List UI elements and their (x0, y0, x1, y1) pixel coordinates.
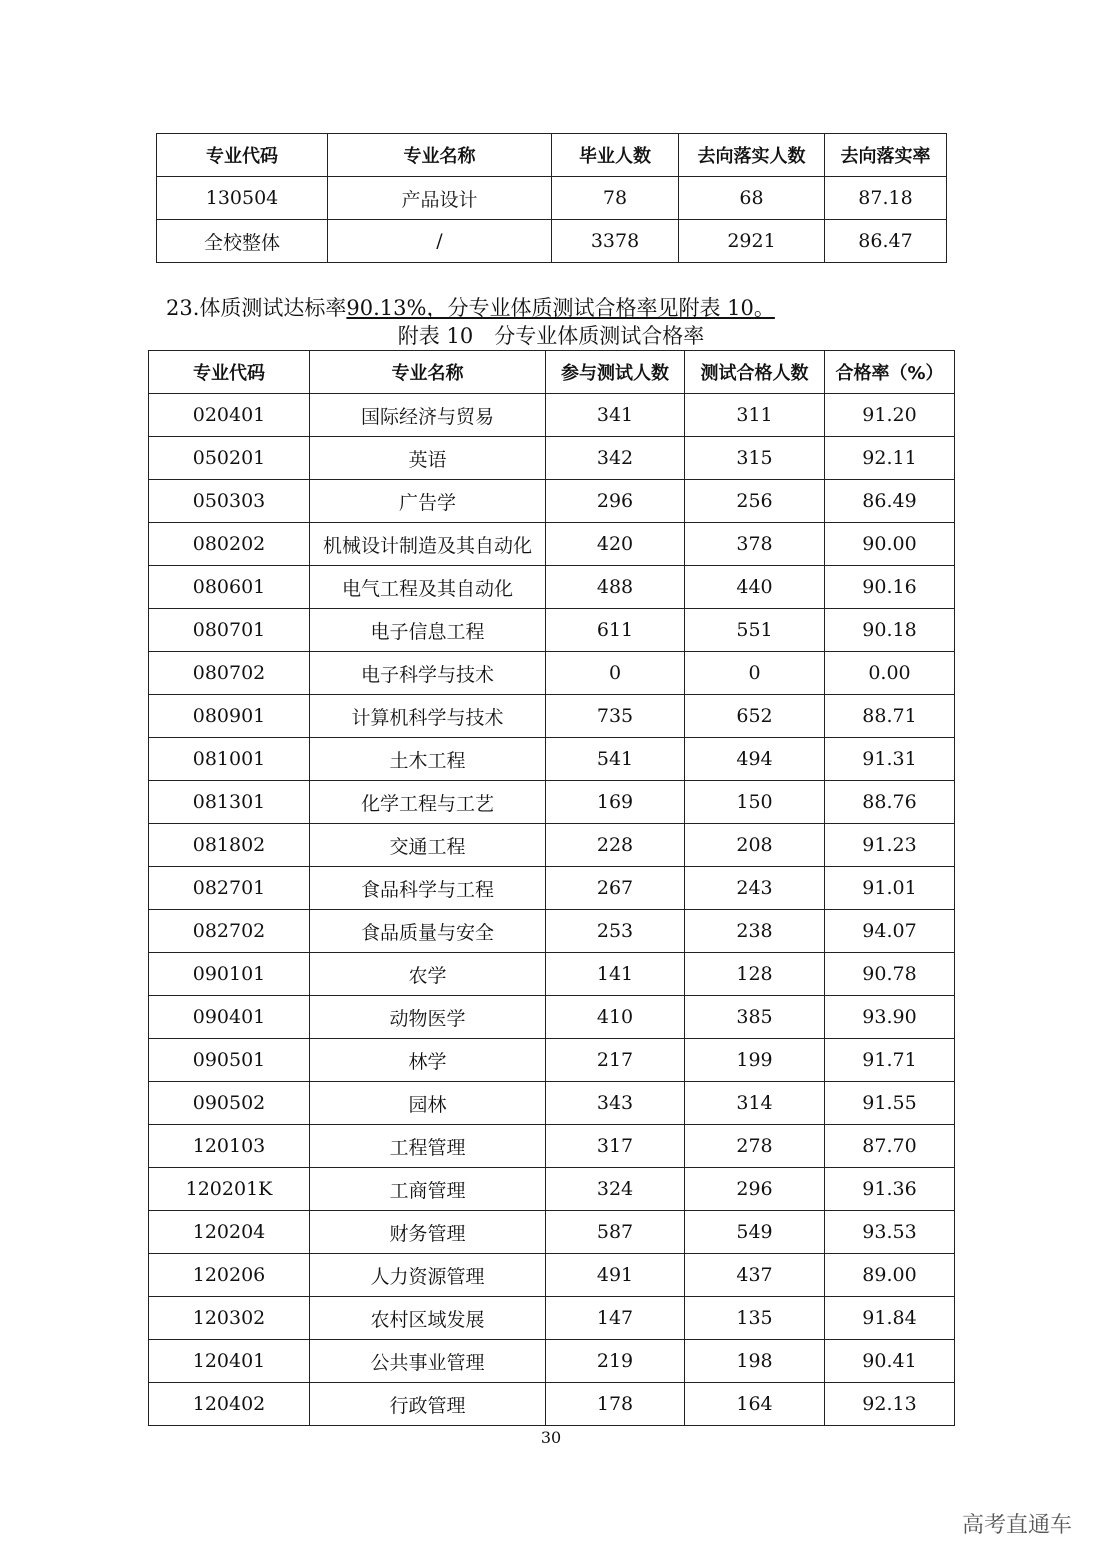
table-row (149, 652, 955, 695)
table-row (149, 1168, 955, 1211)
table-cell: 0.00 (825, 652, 955, 695)
table-cell: 产品设计 (328, 177, 552, 220)
table-cell: 440 (685, 566, 825, 609)
table-row (149, 480, 955, 523)
table-row (157, 177, 947, 220)
table-cell: 农学 (310, 953, 546, 996)
table-cell: 国际经济与贸易 (310, 394, 546, 437)
table-cell: 87.70 (825, 1125, 955, 1168)
watermark: 高考直通车 (961, 1513, 1072, 1538)
table-cell: 交通工程 (310, 824, 546, 867)
table-cell: 90.18 (825, 609, 955, 652)
table-cell: 120302 (149, 1297, 310, 1340)
table-cell: 090401 (149, 996, 310, 1039)
table-cell: 178 (546, 1383, 685, 1426)
table-cell: 91.23 (825, 824, 955, 867)
column-header: 专业代码 (149, 351, 310, 394)
table-cell: 91.55 (825, 1082, 955, 1125)
table-cell: 198 (685, 1340, 825, 1383)
table-cell: 电子科学与技术 (310, 652, 546, 695)
table-cell: 082701 (149, 867, 310, 910)
table-cell: 130504 (157, 177, 328, 220)
table-cell: 228 (546, 824, 685, 867)
table-cell: 0 (546, 652, 685, 695)
table-cell: 行政管理 (310, 1383, 546, 1426)
table-row (149, 1383, 955, 1426)
fitness-paragraph (166, 292, 775, 322)
column-header: 去向落实人数 (679, 134, 825, 177)
table-cell: 080202 (149, 523, 310, 566)
table-row (149, 738, 955, 781)
table-cell: 199 (685, 1039, 825, 1082)
table-cell: 587 (546, 1211, 685, 1254)
table-cell: 141 (546, 953, 685, 996)
table-cell: 090502 (149, 1082, 310, 1125)
graduate-destination-table (156, 133, 947, 263)
table-cell: 91.36 (825, 1168, 955, 1211)
table-cell: 341 (546, 394, 685, 437)
table-cell: 081001 (149, 738, 310, 781)
table-cell: 082702 (149, 910, 310, 953)
table-caption: 附表 10 分专业体质测试合格率 (397, 324, 705, 348)
table-cell: 317 (546, 1125, 685, 1168)
table-cell: 378 (685, 523, 825, 566)
table-cell: 120401 (149, 1340, 310, 1383)
table-row (149, 781, 955, 824)
table-cell: 208 (685, 824, 825, 867)
table-cell: 94.07 (825, 910, 955, 953)
table-cell: 090101 (149, 953, 310, 996)
table-cell: 92.13 (825, 1383, 955, 1426)
table-cell: 238 (685, 910, 825, 953)
table-cell: 342 (546, 437, 685, 480)
fitness-pass-rate-table (148, 350, 955, 1426)
table-row (149, 1297, 955, 1340)
table-row (149, 1340, 955, 1383)
column-header: 去向落实率 (825, 134, 947, 177)
table-row (149, 609, 955, 652)
table-cell: 120201K (149, 1168, 310, 1211)
column-header: 专业名称 (328, 134, 552, 177)
table-cell: 147 (546, 1297, 685, 1340)
table-cell: 90.00 (825, 523, 955, 566)
table-cell: 91.31 (825, 738, 955, 781)
table-cell: 296 (546, 480, 685, 523)
table-cell: 488 (546, 566, 685, 609)
table-header-row (149, 351, 955, 394)
table-cell: 135 (685, 1297, 825, 1340)
table-cell: 78 (552, 177, 679, 220)
table-cell: 91.20 (825, 394, 955, 437)
table-cell: 491 (546, 1254, 685, 1297)
table-cell: 89.00 (825, 1254, 955, 1297)
table-cell: 315 (685, 437, 825, 480)
table-cell: 电气工程及其自动化 (310, 566, 546, 609)
column-header: 合格率（%） (825, 351, 955, 394)
table-row (149, 996, 955, 1039)
table-cell: 120402 (149, 1383, 310, 1426)
table-cell: 081301 (149, 781, 310, 824)
table-cell: 050201 (149, 437, 310, 480)
table-header-row (157, 134, 947, 177)
table-cell: 611 (546, 609, 685, 652)
table-cell: 080701 (149, 609, 310, 652)
table-cell: 动物医学 (310, 996, 546, 1039)
table-cell: 410 (546, 996, 685, 1039)
table-cell: 86.49 (825, 480, 955, 523)
table-cell: 86.47 (825, 220, 947, 263)
table-cell: 385 (685, 996, 825, 1039)
table-cell: 87.18 (825, 177, 947, 220)
table-cell: 电子信息工程 (310, 609, 546, 652)
table-cell: 88.71 (825, 695, 955, 738)
table-row (149, 437, 955, 480)
column-header: 专业名称 (310, 351, 546, 394)
table-cell: 080601 (149, 566, 310, 609)
table-row (149, 1082, 955, 1125)
table-cell: 土木工程 (310, 738, 546, 781)
table-cell: 公共事业管理 (310, 1340, 546, 1383)
column-header: 专业代码 (157, 134, 328, 177)
table-row (149, 910, 955, 953)
table-cell: 92.11 (825, 437, 955, 480)
table-cell: 财务管理 (310, 1211, 546, 1254)
table-cell: 化学工程与工艺 (310, 781, 546, 824)
table-row (149, 523, 955, 566)
table-cell: 551 (685, 609, 825, 652)
table-cell: 494 (685, 738, 825, 781)
table-cell: 广告学 (310, 480, 546, 523)
table-cell: 林学 (310, 1039, 546, 1082)
table-cell: 652 (685, 695, 825, 738)
table-cell: 0 (685, 652, 825, 695)
table-cell: 90.78 (825, 953, 955, 996)
table-cell: 343 (546, 1082, 685, 1125)
table-row (149, 1211, 955, 1254)
table-cell: 2921 (679, 220, 825, 263)
page-number: 30 (540, 1428, 562, 1447)
table-cell: 英语 (310, 437, 546, 480)
table-cell: 计算机科学与技术 (310, 695, 546, 738)
table-row (149, 1254, 955, 1297)
table-cell: 农村区域发展 (310, 1297, 546, 1340)
table-cell: 园林 (310, 1082, 546, 1125)
table-cell: 120206 (149, 1254, 310, 1297)
paragraph-prefix: 23.体质测试达标率 (166, 296, 347, 320)
table-cell: 219 (546, 1340, 685, 1383)
table-row (149, 867, 955, 910)
table-row (157, 220, 947, 263)
table-cell: 081802 (149, 824, 310, 867)
table-row (149, 953, 955, 996)
table-row (149, 695, 955, 738)
table-cell: 68 (679, 177, 825, 220)
column-header: 毕业人数 (552, 134, 679, 177)
table-cell: 267 (546, 867, 685, 910)
table-cell: 91.71 (825, 1039, 955, 1082)
table-cell: 420 (546, 523, 685, 566)
table-cell: 机械设计制造及其自动化 (310, 523, 546, 566)
table-cell: 735 (546, 695, 685, 738)
table-cell: 3378 (552, 220, 679, 263)
table-cell: 296 (685, 1168, 825, 1211)
table-cell: 食品质量与安全 (310, 910, 546, 953)
table-cell: 253 (546, 910, 685, 953)
table-cell: 020401 (149, 394, 310, 437)
table-row (149, 1125, 955, 1168)
table-cell: 050303 (149, 480, 310, 523)
table-cell: 90.16 (825, 566, 955, 609)
table-cell: 90.41 (825, 1340, 955, 1383)
table-cell: 88.76 (825, 781, 955, 824)
table-row (149, 394, 955, 437)
table-cell: 256 (685, 480, 825, 523)
table-cell: 128 (685, 953, 825, 996)
table-cell: 93.90 (825, 996, 955, 1039)
table-cell: 080702 (149, 652, 310, 695)
paragraph-underlined: 90.13%，分专业体质测试合格率见附表 10。 (346, 296, 775, 320)
table-cell: 314 (685, 1082, 825, 1125)
table-cell: 169 (546, 781, 685, 824)
table-cell: 全校整体 (157, 220, 328, 263)
table-cell: 91.01 (825, 867, 955, 910)
column-header: 参与测试人数 (546, 351, 685, 394)
table-row (149, 1039, 955, 1082)
table-cell: 工程管理 (310, 1125, 546, 1168)
table-cell: 工商管理 (310, 1168, 546, 1211)
table-cell: 食品科学与工程 (310, 867, 546, 910)
table-cell: 549 (685, 1211, 825, 1254)
table-row (149, 566, 955, 609)
table-cell: 278 (685, 1125, 825, 1168)
table-row (149, 824, 955, 867)
table-cell: 91.84 (825, 1297, 955, 1340)
table-cell: 150 (685, 781, 825, 824)
table-cell: 人力资源管理 (310, 1254, 546, 1297)
table-cell: 120103 (149, 1125, 310, 1168)
table-cell: 164 (685, 1383, 825, 1426)
table-cell: 120204 (149, 1211, 310, 1254)
table-cell: 217 (546, 1039, 685, 1082)
table-cell: / (328, 220, 552, 263)
table-cell: 090501 (149, 1039, 310, 1082)
table-cell: 311 (685, 394, 825, 437)
column-header: 测试合格人数 (685, 351, 825, 394)
table-cell: 541 (546, 738, 685, 781)
table-cell: 243 (685, 867, 825, 910)
table-cell: 324 (546, 1168, 685, 1211)
table-cell: 080901 (149, 695, 310, 738)
table-cell: 93.53 (825, 1211, 955, 1254)
table-cell: 437 (685, 1254, 825, 1297)
